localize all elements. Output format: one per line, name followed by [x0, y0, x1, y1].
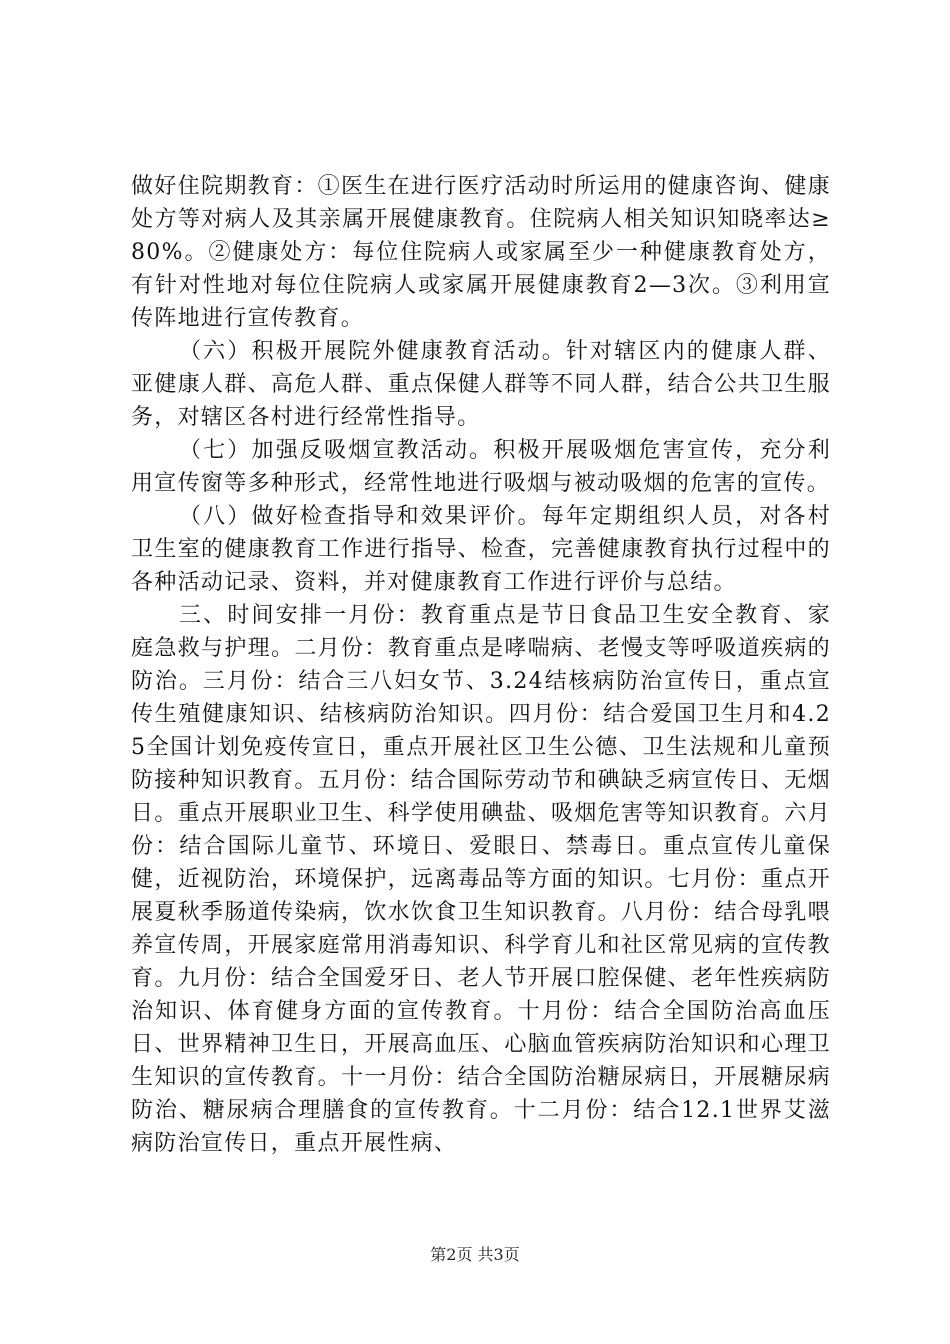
- paragraph-outpatient-activities: （六）积极开展院外健康教育活动。针对辖区内的健康人群、亚健康人群、高危人群、重点保健人群等不同人群，结合公共卫生服务，对辖区各村进行经常性指导。: [131, 339, 831, 430]
- document-body: [131, 170, 831, 1160]
- paragraph-time-schedule: 三、时间安排一月份：教育重点是节日食品卫生安全教育、家庭急救与护理。二月份：教育重点是哮喘病、老慢支等呼吸道疾病的防治。三月份：结合三八妇女节、3.24结核病防治宣传日，重点宣传生殖健康知识、结核病防治知识。四月份：结合爱国卫生月和4.25全国计划免疫传宣日，重点开展社区卫生公德、卫生法规和儿童预防接种知识教育。五月份：结合国际劳动节和碘缺乏病宣传日、无烟日。重点开展职业卫生、科学使用碘盐、吸烟危害等知识教育。六月份：结合国际儿童节、环境日、爱眼日、禁毒日。重点宣传儿童保健，近视防治，环境保护，远离毒品等方面的知识。七月份：重点开展夏秋季肠道传染病，饮水饮食卫生知识教育。八月份：结合母乳喂养宣传周，开展家庭常用消毒知识、科学育儿和社区常见病的宣传教育。九月份：结合全国爱牙日、老人节开展口腔保健、老年性疾病防治知识、体育健身方面的宣传教育。十月份：结合全国防治高血压日、世界精神卫生日，开展高血压、心脑血管疾病防治知识和心理卫生知识的宣传教育。十一月份：结合全国防治糖尿病日，开展糖尿病防治、糖尿病合理膳食的宣传教育。十二月份：结合12.1世界艾滋病防治宣传日，重点开展性病、: [131, 603, 831, 1156]
- paragraph-anti-smoking: （七）加强反吸烟宣教活动。积极开展吸烟危害宣传，充分利用宣传窗等多种形式，经常性地进行吸烟与被动吸烟的危害的宣传。: [131, 438, 831, 496]
- paragraph-inspection-evaluation: （八）做好检查指导和效果评价。每年定期组织人员，对各村卫生室的健康教育工作进行指导、检查，完善健康教育执行过程中的各种活动记录、资料，并对健康教育工作进行评价与总结。: [131, 504, 831, 595]
- page-footer: 第2页 共3页: [430, 1245, 520, 1264]
- paragraph-inpatient-education: 做好住院期教育：①医生在进行医疗活动时所运用的健康咨询、健康处方等对病人及其亲属开展健康教育。住院病人相关知识知晓率达≥80%。②健康处方：每位住院病人或家属至少一种健康教育处方，有针对性地对每位住院病人或家属开展健康教育2—3次。③利用宣传阵地进行宣传教育。: [131, 174, 831, 331]
